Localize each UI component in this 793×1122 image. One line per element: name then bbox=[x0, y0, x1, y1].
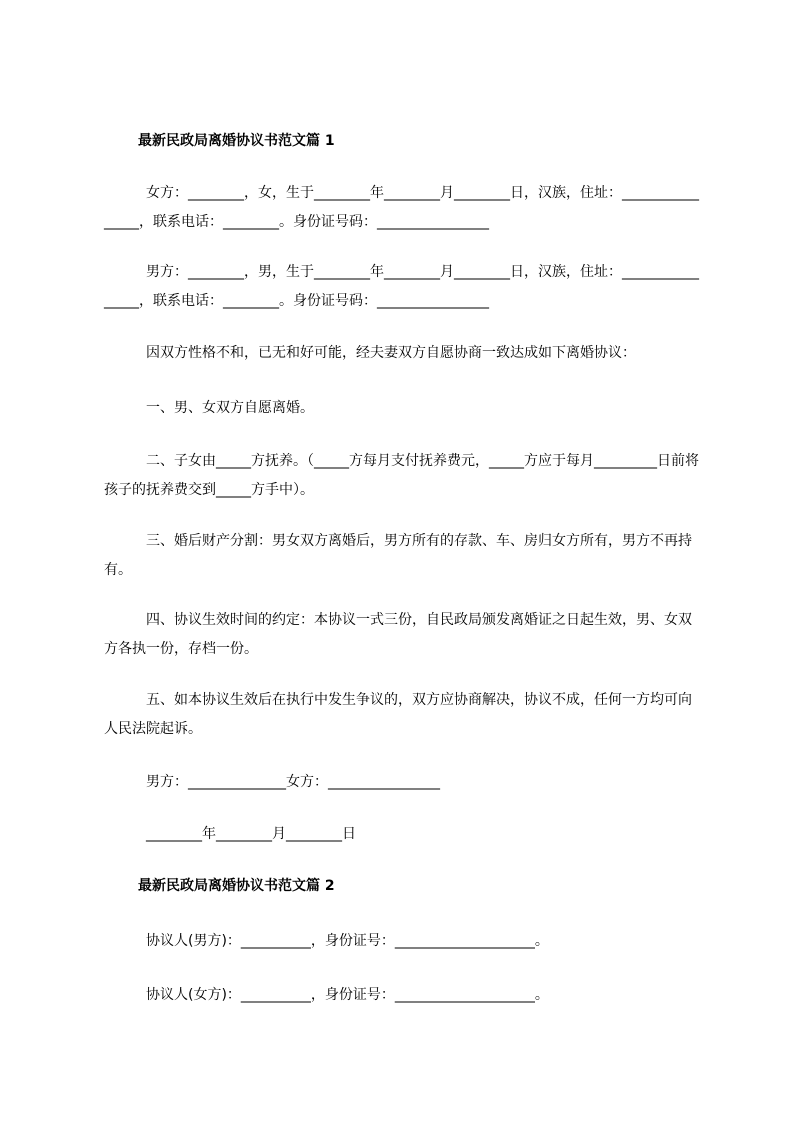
female-party-paragraph: 女方：________，女，生于________年________月________日，汉族，住址：________________，联系电话：________。身份证号码：________________ bbox=[104, 185, 699, 230]
clause-2: 二、子女由_____方抚养。（_____方每月支付抚养费元，_____方应于每月_________日前将孩子的抚养费交到_____方手中）。 bbox=[104, 453, 699, 498]
party-male-line: 协议人(男方)：__________，身份证号：____________________。 bbox=[146, 933, 549, 949]
signature-line: 男方：______________女方：________________ bbox=[146, 774, 440, 790]
clause-3: 三、婚后财产分割：男女双方离婚后，男方所有的存款、车、房归女方所有，男方不再持有。 bbox=[104, 533, 692, 578]
date-line: ________年________月________日 bbox=[146, 826, 356, 842]
clause-4: 四、协议生效时间的约定：本协议一式三份，自民政局颁发离婚证之日起生效，男、女双方各执一份，存档一份。 bbox=[104, 612, 692, 657]
section2-title: 最新民政局离婚协议书范文篇 2 bbox=[138, 878, 335, 894]
clause-5: 五、如本协议生效后在执行中发生争议的，双方应协商解决，协议不成，任何一方均可向人民法院起诉。 bbox=[104, 692, 692, 737]
section1-title: 最新民政局离婚协议书范文篇 1 bbox=[138, 133, 335, 149]
intro-paragraph: 因双方性格不和，已无和好可能，经夫妻双方自愿协商一致达成如下离婚协议： bbox=[146, 345, 636, 361]
clause-1: 一、男、女双方自愿离婚。 bbox=[146, 400, 314, 416]
male-party-paragraph: 男方：________，男，生于________年________月________日，汉族，住址：________________，联系电话：________。身份证号码：________________ bbox=[104, 264, 699, 309]
party-female-line: 协议人(女方)：__________，身份证号：____________________。 bbox=[146, 987, 549, 1003]
